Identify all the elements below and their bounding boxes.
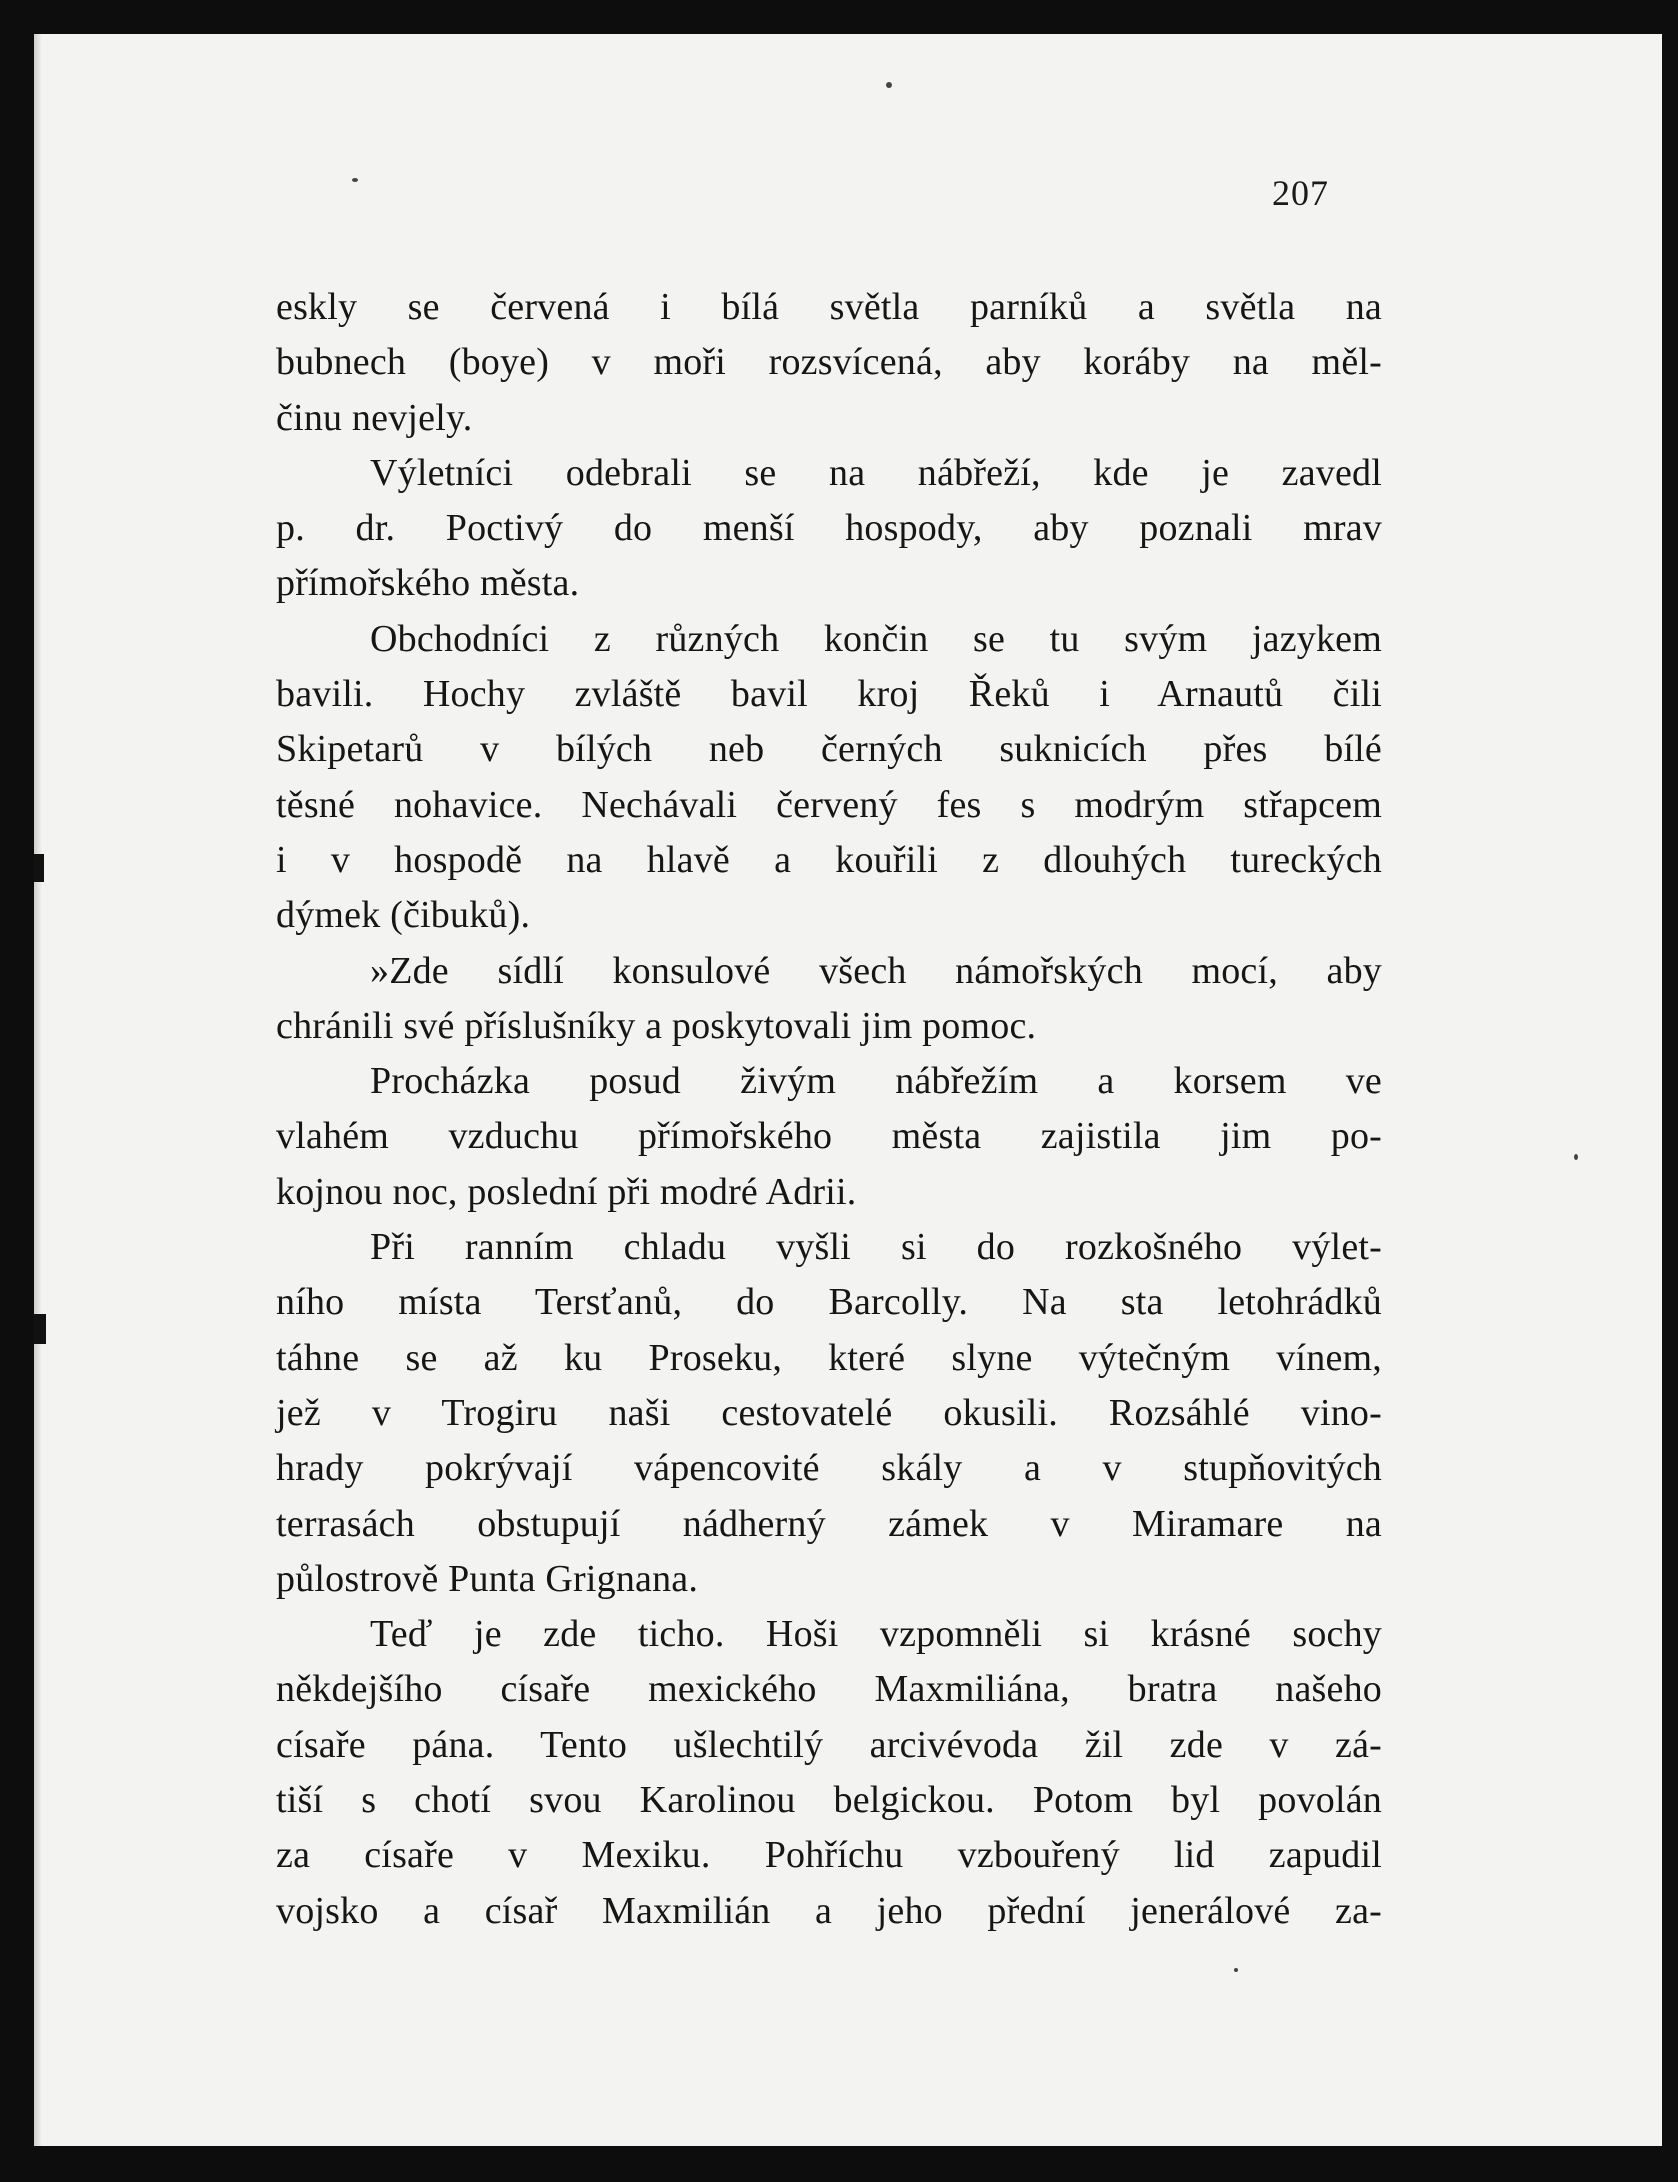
text-line: přímořského města. [276,562,580,605]
text-line: ního místa Tersťanů, do Barcolly. Na sta letohrádků [276,1281,1382,1324]
text-line: i v hospodě na hlavě a kouřili z dlouhých tureckých [276,838,1382,881]
text-line: půlostrově Punta Grignana. [276,1557,699,1600]
scan-speck [1574,1154,1578,1160]
paragraph-first-line: »Zde sídlí konsulové všech námořských mocí, aby [370,949,1382,992]
paragraph-first-line: Obchodníci z různých končin se tu svým jazykem [370,617,1382,660]
paragraph-first-line: Při ranním chladu vyšli si do rozkošného výlet- [370,1226,1382,1269]
text-line: jež v Trogiru naši cestovatelé okusili. Rozsáhlé vino- [276,1391,1382,1434]
text-line: Skipetarů v bílých neb černých suknicích přes bílé [276,728,1382,771]
scan-speck [1234,1968,1238,1972]
text-line: terrasách obstupují nádherný zámek v Miramare na [276,1502,1382,1545]
text-line: vojsko a císař Maxmilián a jeho přední jenerálové za- [276,1889,1382,1932]
text-line: bubnech (boye) v moři rozsvícená, aby koráby na měl- [276,341,1382,384]
text-line: někdejšího císaře mexického Maxmiliána, bratra našeho [276,1668,1382,1711]
scan-speck [352,178,358,182]
page-number: 207 [1272,173,1329,213]
text-line: eskly se červená i bílá světla parníků a světla na [276,286,1382,328]
text-line: bavili. Hochy zvláště bavil kroj Řeků i Arnautů čili [276,673,1382,716]
text-line: vlahém vzduchu přímořského města zajistila jim po- [276,1115,1382,1158]
book-page [34,34,1662,2146]
paragraph-first-line: Výletníci odebrali se na nábřeží, kde je zavedl [370,451,1382,494]
text-line: činu nevjely. [276,396,473,439]
text-line: tiší s chotí svou Karolinou belgickou. Potom byl povolán [276,1779,1382,1822]
margin-mark [34,854,44,882]
text-line: dýmek (čibuků). [276,894,531,937]
paragraph-first-line: Procházka posud živým nábřežím a korsem ve [370,1060,1382,1103]
text-line: chránili své příslušníky a poskytovali jim pomoc. [276,1004,1037,1047]
text-line: těsné nohavice. Nechávali červený fes s modrým střapcem [276,783,1382,826]
paragraph-first-line: Teď je zde ticho. Hoši vzpomněli si krásné sochy [370,1613,1382,1656]
text-line: za císaře v Mexiku. Pohříchu vzbouřený lid zapudil [276,1834,1382,1877]
text-line: hrady pokrývají vápencovité skály a v stupňovitých [276,1447,1382,1490]
gutter-shadow [34,34,42,2146]
text-line: táhne se až ku Proseku, které slyne výtečným vínem, [276,1336,1382,1379]
body-text [276,280,1382,1939]
text-line: kojnou noc, poslední při modré Adrii. [276,1170,857,1213]
text-line: císaře pána. Tento ušlechtilý arcivévoda žil zde v zá- [276,1723,1382,1766]
margin-mark [34,1314,46,1344]
text-line: p. dr. Poctivý do menší hospody, aby poznali mrav [276,507,1382,550]
scan-speck [886,82,892,88]
